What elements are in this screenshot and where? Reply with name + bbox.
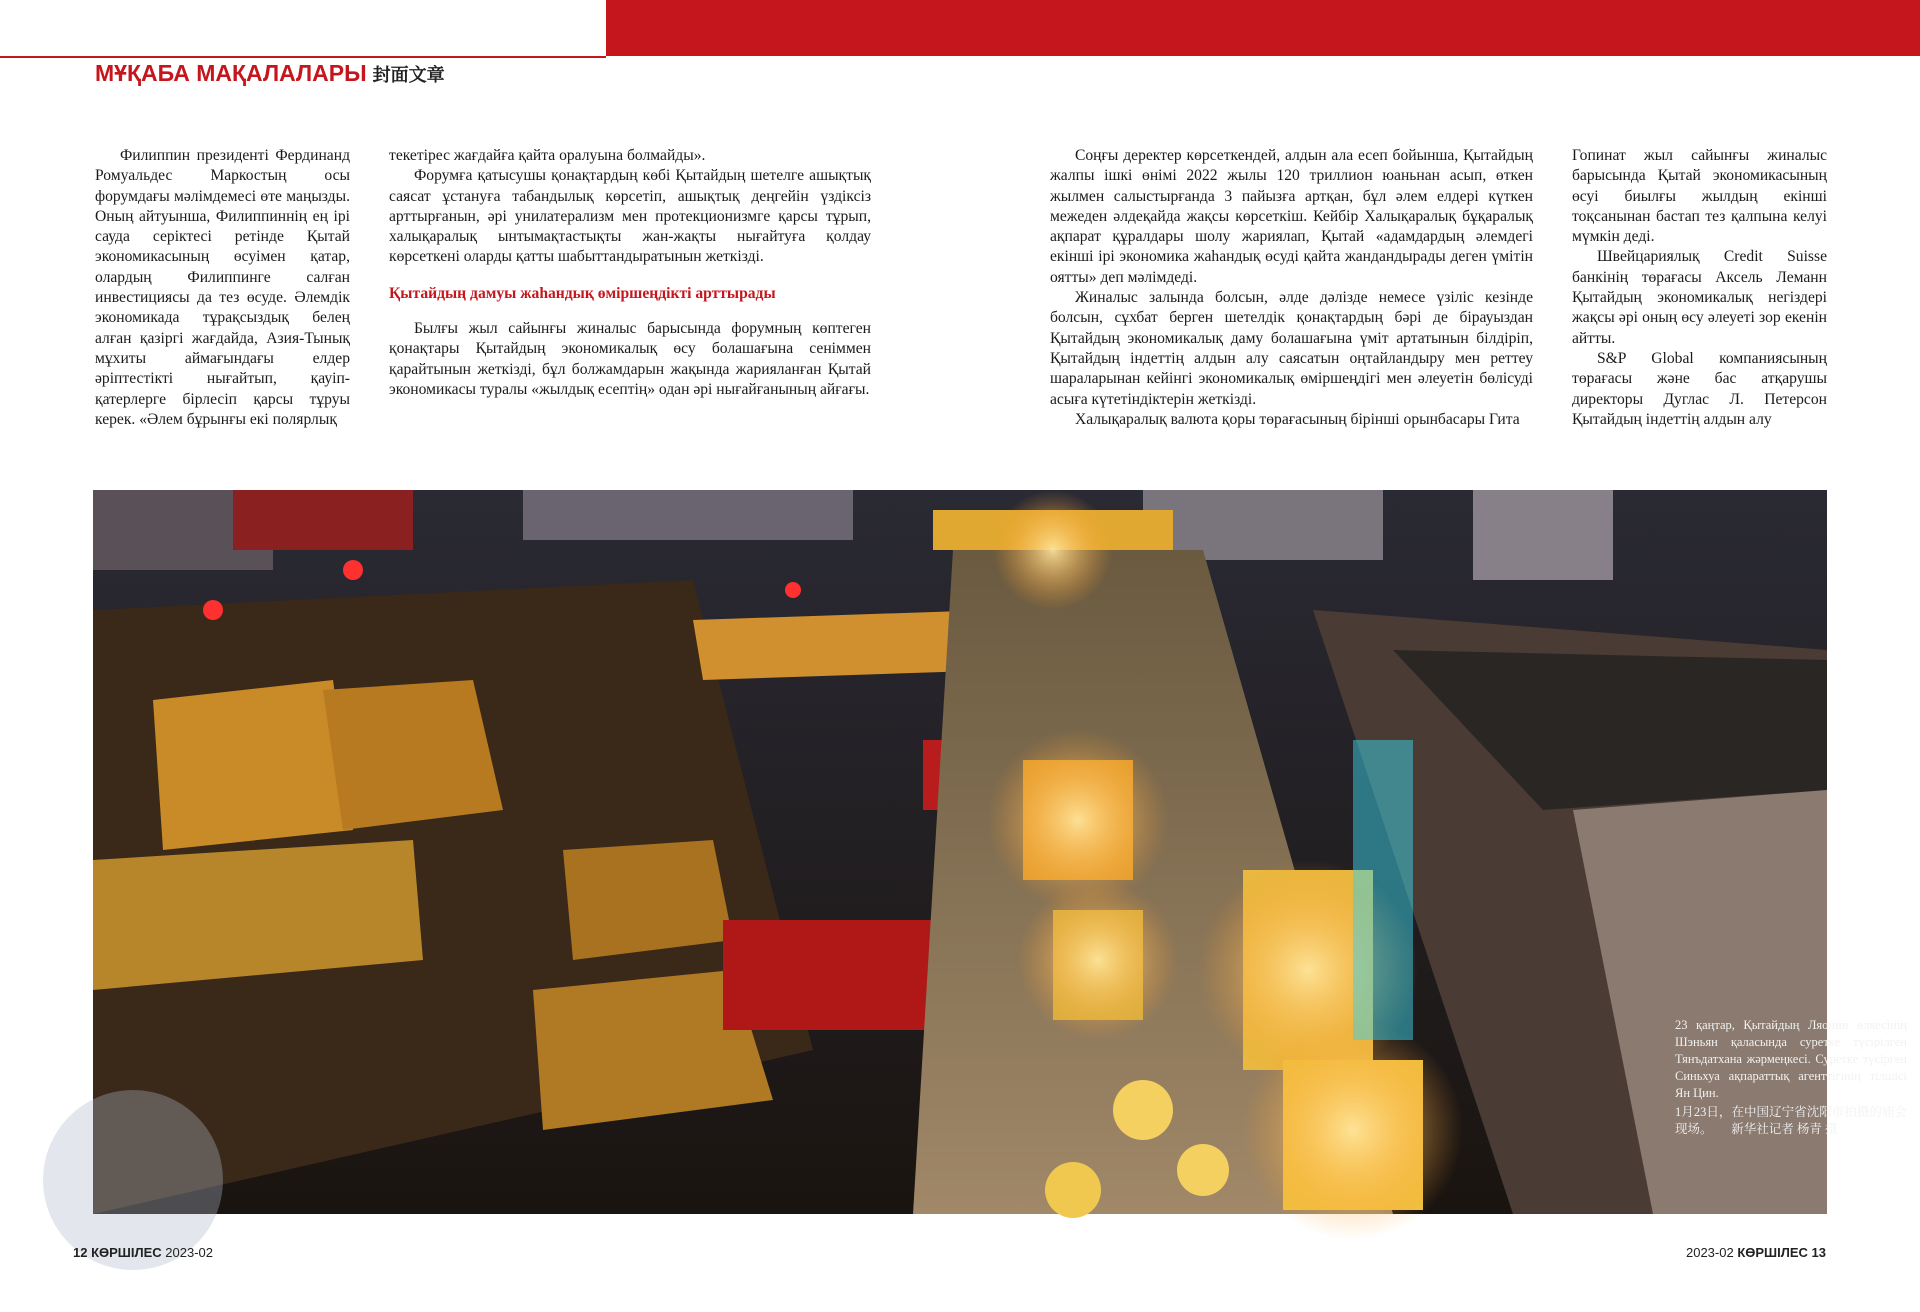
night-market-illustration [93,490,1827,1214]
paragraph: Жиналыс залында болсын, әлде дәлізде немесе үзіліс кезінде болсын, сұхбат берген шетелдік қонақтардың бәрі де бірауыздан Қытайдың экономикалық даму болашағына үміт артатынын білдіріп, Қытайдың індеттің алдын алу саясатын оңтайландыру мен реттеу шараларынан кейінгі экономикалық өміршеңдігі мен әлеуетін бөлісуді асыға күтетіндіктерін жеткізді. [1050,289,1533,408]
text-column-1 [95,146,350,430]
section-title-cn: 封面文章 [372,65,445,85]
header-red-bar [606,0,1920,56]
footer-left [73,1245,213,1260]
issue-left: 2023-02 [165,1245,214,1260]
text-column-3 [1050,146,1533,430]
magazine-name-left: КӨРШІЛЕС [91,1245,162,1260]
text-column-4 [1572,146,1827,430]
section-title [95,60,445,87]
night-market-photo [93,490,1907,1214]
paragraph: Филиппин президенті Фердинанд Ромуальдес Маркостың осы форумдағы мәлімдемесі өте маңызды. Оның айтуынша, Филиппиннің ең ірі сауда серіктесі ретінде Қытай экономикасының өсуімен қатар, олардың Филиппинге салған инвестициясы да тез өсуде. Әлемдік экономикада тұрақсыздық белең алған қазіргі жағдайда, Азия-Тынық мұхиты аймағындағы елдер әріптестікті нығайтып, қауіп-қатерлерге бірлесіп қарсы тұруы керек. «Әлем бұрынғы екі полярлық [95,147,350,428]
magazine-name-right: КӨРШІЛЕС [1737,1245,1808,1260]
issue-right: 2023-02 [1685,1245,1734,1260]
paragraph: Халықаралық валюта қоры төрағасының бірінші орынбасары Гита [1074,410,1520,428]
page-number-right: 13 [1811,1245,1826,1260]
footer-right [1686,1245,1826,1260]
caption-cn: 1月23日，在中国辽宁省沈阳市拍摄的庙会现场。 新华社记者 杨青 摄 [1675,1105,1907,1136]
caption-kk: 23 қаңтар, Қытайдың Ляонин өлкесінің Шэньян қаласында суретке түсірілген Тянъдатхана жәрмеңкесі. Суретке түсірген Синьхуа ақпараттық агенттігінің тілшісі Ян Цин. [1675,1018,1907,1100]
paragraph: Соңғы деректер көрсеткендей, алдын ала есеп бойынша, Қытайдың жалпы ішкі өнімі 2022 жылы 120 триллион юаньнан асып, өткен жылмен салыстырғанда 3 пайызға артқан, бұл әлем елдері күткен межеден әлдеқайда жақсы көрсеткіш. Кейбір Халықаралық бұқаралық ақпарат құралдары шолу жариялап, Қытай «адамдардың әлемдегі екінші ірі экономика жаһандық өсуді қайта жандандырады деген үмітін оятты» деп мәлімдеді. [1050,147,1533,286]
paragraph: Форумға қатысушы қонақтардың көбі Қытайдың шетелге ашықтық саясат ұстануға табандылық көрсетіп, ашықтық деңгейін үздіксіз арттырғанын, әрі унилатерализм мен протекционизмге қарсы тұрып, халықаралық ынтымақтастықты жан-жақты нығайтуға қолдау көрсеткені оларды қатты шабыттандыратынын жеткізді. [389,167,871,266]
subheading: Қытайдың дамуы жаһандық өміршеңдікті арттырады [389,284,776,302]
paragraph: Былғы жыл сайынғы жиналыс барысында форумның көптеген қонақтары Қытайдың экономикалық өсу болашағына сеніммен қарайтынын жеткізді, бұл болжамдарын жақында жарияланған Қытай экономикасы туралы «жылдық есептің» одан әрі нығайғанының айғағы. [389,320,871,398]
header-rule [0,56,606,58]
photo-caption [1675,1017,1907,1138]
paragraph: Швейцариялық Credit Suisse банкінің төрағасы Аксель Леманн Қытайдың экономикалық негіздері жақсы әрі оның өсу әлеуеті зор екенін айтты. [1572,248,1827,347]
page-number-left: 12 [73,1245,88,1260]
text-column-2 [389,146,871,400]
paragraph: Гопинат жыл сайынғы жиналыс барысында Қытай экономикасының өсуі биылғы жылдың екінші тоқсанынан бастап тез қалпына келуі мүмкін деді. [1572,147,1827,246]
section-title-kk: МҰҚАБА МАҚАЛАЛАРЫ [95,60,367,86]
paragraph: текетірес жағдайға қайта оралуына болмайды». [389,147,706,164]
paragraph: S&P Global компаниясының төрағасы және бас атқарушы директоры Дуглас Л. Петерсон Қытайдың індеттің алдын алу [1572,349,1827,428]
